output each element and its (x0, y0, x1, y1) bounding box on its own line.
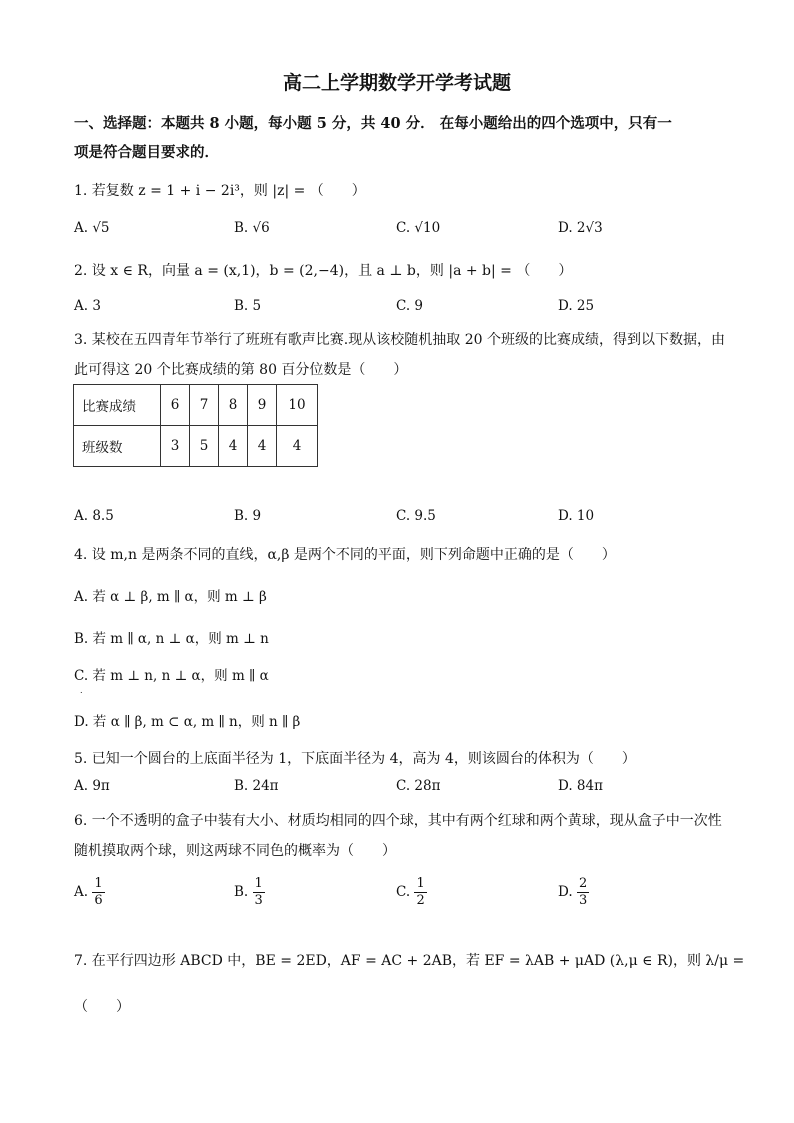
table-cell: 4 (248, 426, 277, 467)
numerator: 1 (416, 876, 425, 891)
table-cell: 5 (190, 426, 219, 467)
question-3-stem-line2: 此可得这 20 个比赛成绩的第 80 百分位数是（ ） (74, 362, 408, 378)
section-heading-line1: 一、选择题：本题共 8 小题，每小题 5 分，共 40 分． 在每小题给出的四个选项中，只有一 (74, 115, 672, 132)
question-3-stem-line1: 3. 某校在五四青年节举行了班班有歌声比赛.现从该校随机抽取 20 个班级的比赛成绩，得到以下数据，由 (74, 332, 725, 348)
table-cell: 9 (248, 385, 277, 426)
stray-dot: . (80, 686, 83, 695)
question-3-option-d: D. 10 (558, 508, 595, 524)
question-4-option-b: B. 若 m ∥ α, n ⊥ α，则 m ⊥ n (74, 631, 269, 647)
question-5-option-b: B. 24π (234, 778, 279, 794)
table-cell: 3 (161, 426, 190, 467)
question-7-stem-line1: 7. 在平行四边形 ABCD 中，BE = 2ED，AF = AC + 2AB，若 EF = λAB + μAD (λ,μ ∈ R)，则 λ/μ = (74, 953, 745, 969)
question-1-option-c: C. √10 (396, 220, 441, 236)
question-5-option-a: A. 9π (74, 778, 110, 794)
table-row-label: 比赛成绩 (74, 385, 161, 426)
option-label: C. (396, 884, 411, 900)
numerator: 1 (94, 876, 103, 891)
question-1-option-b: B. √6 (234, 220, 270, 236)
question-7-stem-line2: （ ） (74, 999, 130, 1015)
question-6-option-d (558, 876, 589, 909)
denominator: 2 (416, 893, 425, 908)
question-3-option-c: C. 9.5 (396, 508, 436, 524)
question-5-stem: 5. 已知一个圆台的上底面半径为 1，下底面半径为 4，高为 4，则该圆台的体积为（ ） (74, 751, 636, 767)
section-heading-line2: 项是符合题目要求的． (74, 144, 219, 161)
table-cell: 7 (190, 385, 219, 426)
question-2-option-c: C. 9 (396, 298, 424, 314)
question-2-option-d: D. 25 (558, 298, 595, 314)
table-cell: 4 (219, 426, 248, 467)
fraction (92, 876, 104, 909)
question-6-option-a (74, 876, 105, 909)
question-6-option-b (234, 876, 265, 909)
question-3-option-a: A. 8.5 (74, 508, 114, 524)
table-row (74, 426, 318, 467)
numerator: 2 (578, 876, 588, 891)
question-6-stem-line1: 6. 一个不透明的盒子中装有大小、材质均相同的四个球，其中有两个红球和两个黄球，现从盒子中一次性 (74, 813, 722, 829)
question-6-option-c (396, 876, 427, 909)
question-3-option-b: B. 9 (234, 508, 262, 524)
question-2-option-a: A. 3 (74, 298, 101, 314)
denominator: 3 (578, 893, 588, 908)
question-5-option-d: D. 84π (558, 778, 603, 794)
table-row (74, 385, 318, 426)
question-1-option-d: D. 2√3 (558, 220, 603, 236)
question-1-option-a: A. √5 (74, 220, 110, 236)
denominator: 6 (94, 893, 103, 908)
option-label: B. (234, 884, 249, 900)
denominator: 3 (254, 893, 263, 908)
numerator: 1 (254, 876, 263, 891)
table-cell: 4 (277, 426, 318, 467)
page-title: 高二上学期数学开学考试题 (282, 72, 511, 94)
option-label: A. (74, 884, 89, 900)
question-1-stem: 1. 若复数 z = 1 + i − 2i³，则 |z| = （ ） (74, 183, 366, 199)
table-cell: 6 (161, 385, 190, 426)
fraction (414, 876, 426, 909)
score-table (73, 384, 318, 467)
fraction (253, 876, 265, 909)
question-4-option-a: A. 若 α ⊥ β, m ∥ α，则 m ⊥ β (74, 589, 267, 605)
table-row-label: 班级数 (74, 426, 161, 467)
fraction (577, 876, 589, 909)
question-6-stem-line2: 随机摸取两个球，则这两球不同色的概率为（ ） (74, 843, 396, 859)
table-cell: 10 (277, 385, 318, 426)
question-4-option-c: C. 若 m ⊥ n, n ⊥ α，则 m ∥ α (74, 668, 269, 684)
option-label: D. (558, 884, 573, 900)
question-5-option-c: C. 28π (396, 778, 441, 794)
question-2-stem: 2. 设 x ∈ R，向量 a = (x,1)，b = (2,−4)，且 a ⊥ b，则 |a + b| = （ ） (74, 263, 573, 279)
question-4-stem: 4. 设 m,n 是两条不同的直线，α,β 是两个不同的平面，则下列命题中正确的是（ ） (74, 547, 616, 563)
question-4-option-d: D. 若 α ∥ β, m ⊂ α, m ∥ n，则 n ∥ β (74, 714, 301, 730)
table-cell: 8 (219, 385, 248, 426)
question-2-option-b: B. 5 (234, 298, 262, 314)
